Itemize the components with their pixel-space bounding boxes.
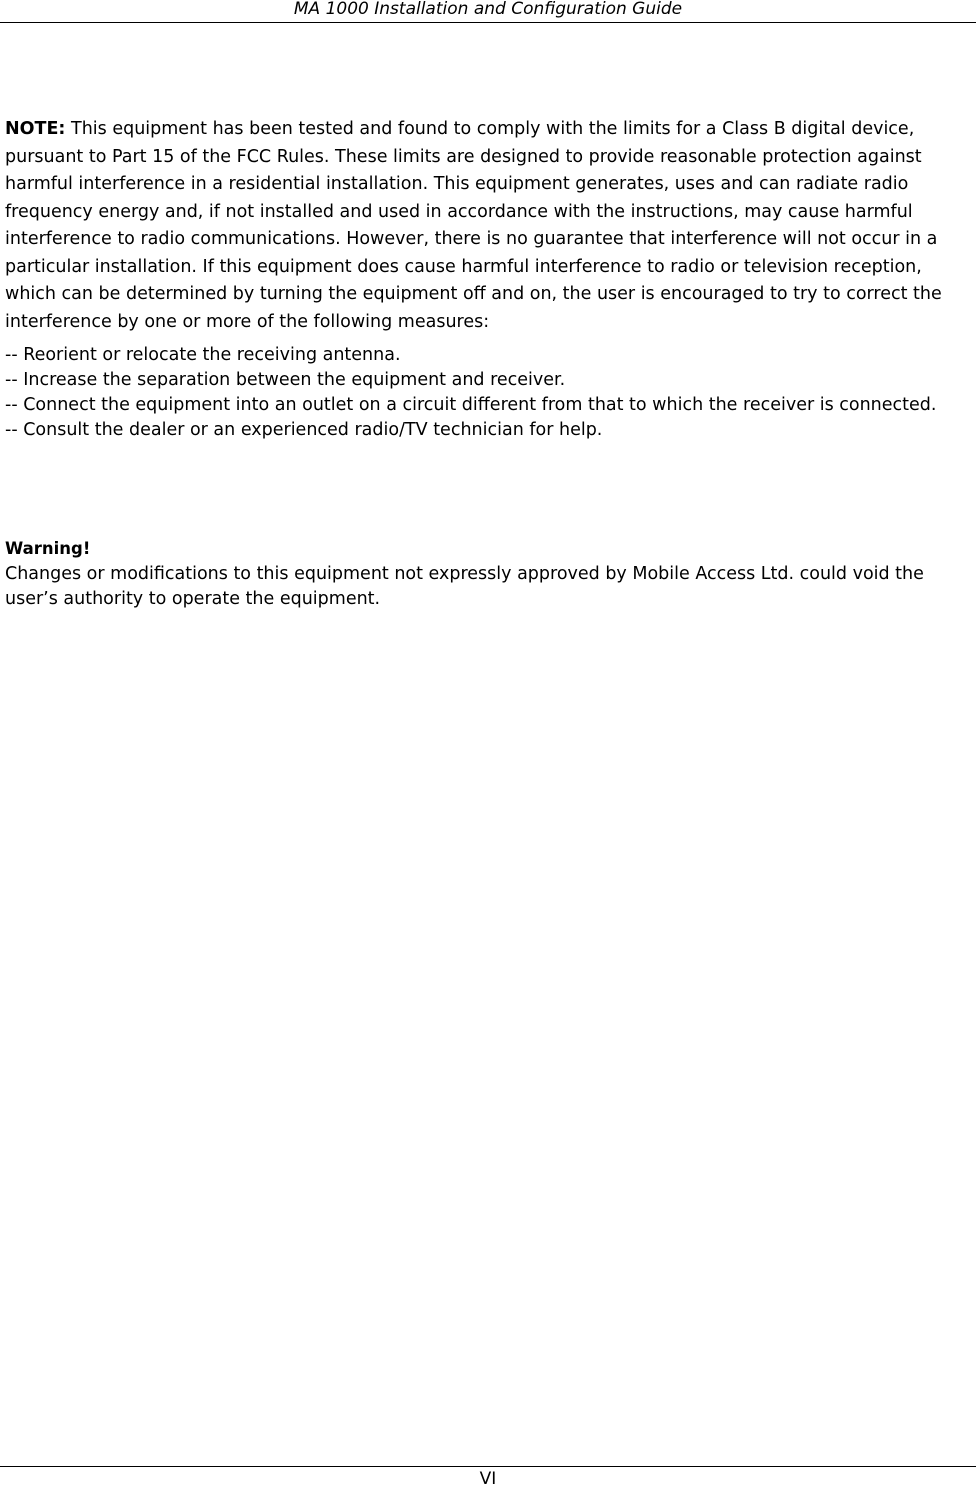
page-number: VI: [479, 1469, 497, 1489]
running-header: [0, 0, 976, 23]
document-title: MA 1000 Installation and Configuration Guide: [293, 0, 683, 19]
list-item: -- Consult the dealer or an experienced radio/TV technician for help.: [5, 420, 603, 440]
list-item: -- Reorient or relocate the receiving antenna.: [5, 345, 401, 365]
fcc-note-paragraph: [5, 116, 971, 336]
list-item: -- Increase the separation between the equipment and receiver.: [5, 370, 566, 390]
warning-heading: Warning!: [5, 539, 91, 558]
note-text: This equipment has been tested and found to comply with the limits for a Class B digital device, pursuant to Part 15 of the FCC Rules. These limits are designed to provide reasonable protection against harmful interference in a residential installation. This equipment generates, uses and can radiate radio frequency energy and, if not installed and used in accordance with the instructions, may cause harmful interference to radio communications. However, there is no guarantee that interference will not occur in a particular installation. If this equipment does cause harmful interference to radio or television reception, which can be determined by turning the equipment off and on, the user is encouraged to try to correct the interference by one or more of the following measures:: [5, 119, 942, 332]
warning-text: Changes or modifications to this equipment not expressly approved by Mobile Access Ltd. could void the user’s authority to operate the equipment.: [5, 564, 924, 609]
measures-list: [5, 343, 971, 443]
note-label: NOTE:: [5, 119, 66, 139]
running-footer: [0, 1466, 976, 1492]
list-item: -- Connect the equipment into an outlet on a circuit different from that to which the receiver is connected.: [5, 395, 937, 415]
